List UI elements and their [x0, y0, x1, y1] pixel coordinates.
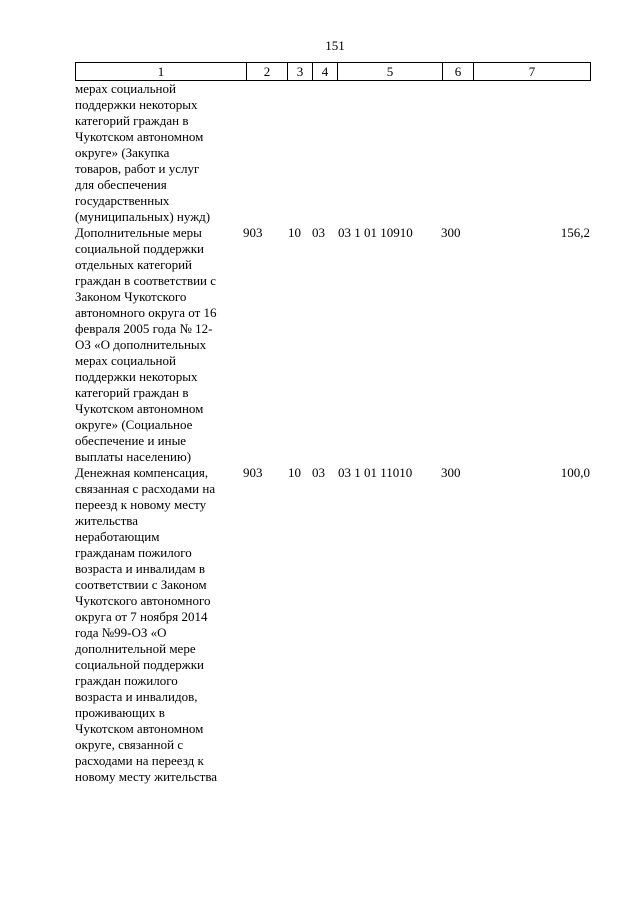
row-name: Дополнительные меры социальной поддержки отдельных категорий граждан в соответствии с Законом Чукотского автономного округа от 16 февраля 2005 года № 12- ОЗ «О дополнительных мерах социальной поддержки некоторых категорий граждан в Чукотском автономном округе» (Социальное обеспечение и иные выплаты населению) — [75, 225, 217, 464]
table-body — [75, 81, 590, 785]
table-row — [75, 81, 590, 225]
column-header-6: 6 — [443, 63, 474, 81]
page-number: 151 — [325, 38, 345, 53]
column-header-3: 3 — [288, 63, 313, 81]
row-name: мерах социальной поддержки некоторых категорий граждан в Чукотском автономном округе» (Закупка товаров, работ и услуг для обеспечения государственных (муниципальных) нужд) — [75, 81, 211, 224]
column-header-4: 4 — [313, 63, 338, 81]
column-header-row — [76, 63, 591, 81]
row-subsection-code: 03 — [312, 465, 325, 480]
row-amount: 100,0 — [560, 465, 590, 480]
row-ministry-code: 903 — [243, 225, 263, 240]
row-target-article: 03 1 01 11010 — [338, 465, 413, 480]
row-section-code: 10 — [288, 225, 301, 240]
row-subsection-code: 03 — [312, 225, 325, 240]
table-row — [75, 225, 590, 465]
row-expense-type: 300 — [441, 225, 461, 240]
row-ministry-code: 903 — [243, 465, 263, 480]
row-amount: 156,2 — [560, 225, 590, 240]
row-expense-type: 300 — [441, 465, 461, 480]
row-target-article: 03 1 01 10910 — [338, 225, 413, 240]
column-header-2: 2 — [247, 63, 288, 81]
row-name: Денежная компенсация, связанная с расходами на переезд к новому месту жительства неработающим гражданам пожилого возраста и инвалидам в соответствии с Законом Чукотского автономного округа от 7 ноября 2014 года №99-ОЗ «О дополнительной мере социальной поддержки граждан пожилого возраста и инвалидов, проживающих в Чукотском автономном округе, связанной с расходами на переезд к новому месту жительства — [75, 465, 218, 784]
column-header-7: 7 — [474, 63, 591, 81]
table-row — [75, 465, 590, 785]
column-header-1: 1 — [76, 63, 247, 81]
row-section-code: 10 — [288, 465, 301, 480]
column-header-table — [75, 62, 591, 81]
column-header-5: 5 — [338, 63, 443, 81]
